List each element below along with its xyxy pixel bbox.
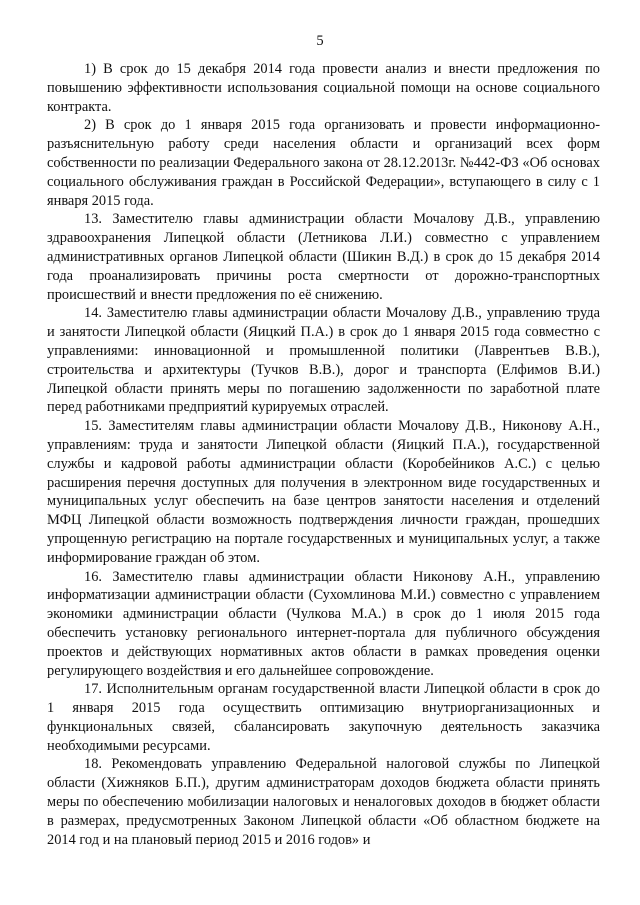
paragraph-15: 15. Заместителям главы администрации области Мочалову Д.В., Никонову А.Н., управлениям: труда и занятости Липецкой области (Яицкий П.А.), государственной службы и кадровой работы администрации области (Коробейников А.С.) с целью расширения перечня доступных для получения в электронном виде государственных и муниципальных услуг обеспечить на базе центров занятости населения и отделений МФЦ Липецкой области возможность подтверждения личности граждан, прошедших упрощенную регистрацию на портале государственных и муниципальных услуг, а также информирование граждан об этом. [47,418,600,566]
document-body [47,60,600,849]
paragraph-13: 13. Заместителю главы администрации области Мочалову Д.В., управлению здравоохранения Липецкой области (Летникова Л.И.) совместно с управлением административных органов Липецкой области (Шикин В.Д.) в срок до 15 декабря 2014 года проанализировать причины роста смертности от дорожно-транспортных происшествий и внести предложения по её снижению. [47,211,600,303]
paragraph-14: 14. Заместителю главы администрации области Мочалову Д.В., управлению труда и занятости Липецкой области (Яицкий П.А.) в срок до 1 января 2015 года совместно с управлениями: инновационной и промышленной политики (Лаврентьев В.В.), строительства и архитектуры (Тучков В.В.), дорог и транспорта (Елфимов В.И.) Липецкой области принять меры по погашению задолженности по заработной плате перед работниками предприятий курируемых отраслей. [47,305,600,416]
paragraph-item-1-1: 1) В срок до 15 декабря 2014 года провести анализ и внести предложения по повышению эффективности использования социальной помощи на основе социального контракта. [47,61,600,115]
page-number: 5 [316,33,324,49]
paragraph-item-1-2: 2) В срок до 1 января 2015 года организовать и провести информационно-разъяснительную работу среди населения области и организаций всех форм собственности по реализации Федерального закона от 28.12.2013г. №442-ФЗ «Об основах социального обслуживания граждан в Российской Федерации», вступающего в силу с 1 января 2015 года. [47,117,600,209]
paragraph-17: 17. Исполнительным органам государственной власти Липецкой области в срок до 1 января 2015 года осуществить оптимизацию внутриорганизационных и функциональных связей, сбалансировать закупочную деятельность заказчика необходимыми ресурсами. [47,681,600,754]
paragraph-18: 18. Рекомендовать управлению Федеральной налоговой службы по Липецкой области (Хижняков Б.П.), другим администраторам доходов бюджета области принять меры по обеспечению мобилизации налоговых и неналоговых доходов в бюджет области в размерах, предусмотренных Законом Липецкой области «Об областном бюджете на 2014 год и на плановый период 2015 и 2016 годов» и [47,756,600,848]
paragraph-16: 16. Заместителю главы администрации области Никонову А.Н., управлению информатизации администрации области (Сухомлинова М.И.) совместно с управлением экономики администрации области (Чулкова М.А.) в срок до 1 июля 2015 года обеспечить установку регионального интернет-портала для публичного обсуждения проектов и действующих нормативных актов области в рамках проведения оценки регулирующего воздействия и его дальнейшее сопровождение. [47,568,600,679]
